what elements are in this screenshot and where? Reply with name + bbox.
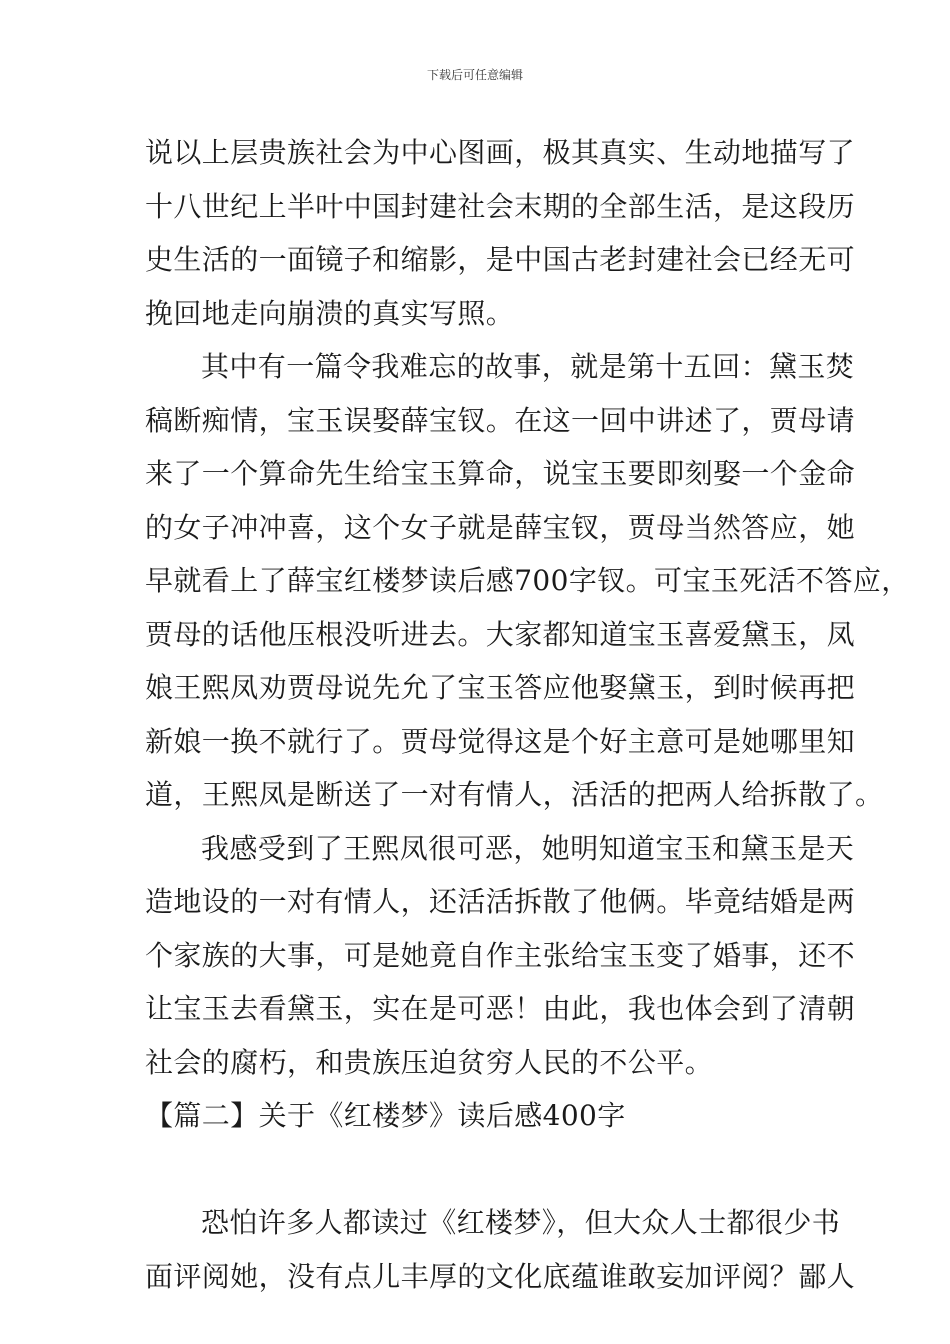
text-line: 史生活的一面镜子和缩影，是中国古老封建社会已经无可 [145,243,856,276]
paragraph [145,1196,856,1303]
text-line: 我感受到了王熙凤很可恶，她明知道宝玉和黛玉是天 [201,831,855,865]
text-line: 贾母的话他压根没听进去。大家都知道宝玉喜爱黛玉，凤 [145,617,856,651]
text-line: 说以上层贵族社会为中心图画，极其真实、生动地描写了 [145,136,856,169]
text-line: 其中有一篇令我难忘的故事，就是第十五回：黛玉焚 [201,350,855,383]
text-line: 挽回地走向崩溃的真实写照。 [145,296,515,330]
text-line: 让宝玉去看黛玉，实在是可恶！由此，我也体会到了清朝 [145,992,856,1025]
page-header-note: 下载后可任意编辑 [426,68,523,82]
section-heading: 【篇二】关于《红楼梦》读后感400字 [145,1099,626,1132]
text-line: 社会的腐朽，和贵族压迫贫穷人民的不公平。 [145,1045,714,1079]
text-line: 的女子冲冲喜，这个女子就是薛宝钗，贾母当然答应，她 [145,510,856,544]
text-line: 造地设的一对有情人，还活活拆散了他俩。毕竟结婚是两 [145,885,856,918]
text-line: 道，王熙凤是断送了一对有情人，活活的把两人给拆散了。 [145,778,884,811]
text-line: 新娘一换不就行了。贾母觉得这是个好主意可是她哪里知 [145,724,856,758]
document-body [145,126,910,1303]
text-line: 面评阅她，没有点儿丰厚的文化底蕴谁敢妄加评阅？鄙人 [145,1259,856,1293]
paragraph [145,126,856,340]
text-line: 十八世纪上半叶中国封建社会末期的全部生活，是这段历 [145,189,856,223]
paragraph [145,340,910,822]
text-line: 稿断痴情，宝玉误娶薛宝钗。在这一回中讲述了，贾母请 [145,403,856,437]
text-line: 来了一个算命先生给宝玉算命，说宝玉要即刻娶一个金命 [145,457,856,490]
text-line: 恐怕许多人都读过《红楼梦》，但大众人士都很少书 [201,1206,841,1239]
blank-line [145,1143,835,1197]
text-line: 娘王熙凤劝贾母说先允了宝玉答应他娶黛玉，到时候再把 [145,671,856,704]
text-line: 个家族的大事，可是她竟自作主张给宝玉变了婚事，还不 [145,938,856,972]
text-line: 早就看上了薛宝红楼梦读后感700字钗。可宝玉死活不答应， [145,564,910,597]
paragraph [145,822,856,1090]
